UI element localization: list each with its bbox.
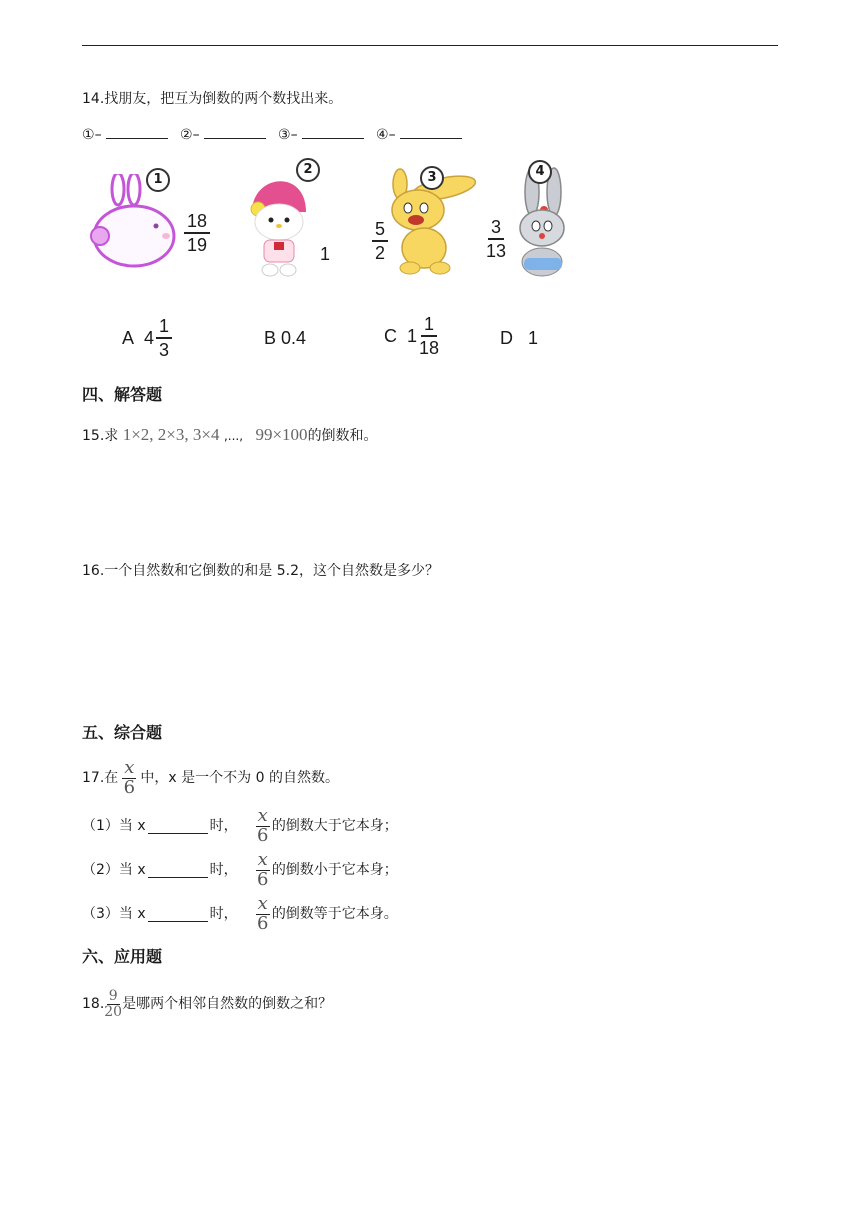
animal-3-num: 5 — [372, 218, 388, 242]
answer-blank-3[interactable] — [302, 124, 364, 139]
q17-part-2-mid: 时， — [209, 862, 238, 878]
q18 — [82, 984, 332, 1024]
animal-card-4 — [486, 160, 576, 284]
animal-4-value — [486, 216, 506, 262]
q16: 16.一个自然数和它倒数的和是 5.2，这个自然数是多少？ — [82, 563, 439, 579]
option-b-value: 0.4 — [281, 327, 307, 348]
q15-last-term: 99×100 — [255, 425, 308, 444]
section-heading-5: 五、综合题 — [82, 723, 163, 742]
q15 — [82, 424, 378, 447]
frac-den: 6 — [257, 868, 269, 890]
header-rule — [82, 45, 778, 46]
circled-3: ③ — [278, 127, 291, 143]
answer-blank-4[interactable] — [400, 124, 462, 139]
frac-den: 6 — [257, 824, 269, 846]
q17-blank-1[interactable] — [148, 819, 208, 834]
dash: – — [290, 127, 298, 143]
q17-part-1-fraction — [256, 804, 270, 846]
pair-2 — [180, 127, 274, 143]
animal-4-den: 13 — [486, 241, 507, 261]
q17-part-2-tail: 的倒数小于它本身； — [271, 862, 398, 878]
pair-4 — [376, 127, 470, 143]
q17-part-2 — [82, 850, 398, 890]
option-c-letter: C — [384, 325, 397, 346]
animal-card-1 — [88, 168, 218, 278]
dash: – — [192, 127, 200, 143]
q17-part-1 — [82, 806, 398, 846]
melody-icon — [244, 164, 314, 282]
frac-num: x — [257, 892, 268, 914]
rabbit-icon — [88, 174, 183, 274]
q17-suffix: 中，x 是一个不为 0 的自然数。 — [140, 770, 339, 786]
badge-4: 4 — [528, 160, 552, 184]
answer-blank-2[interactable] — [204, 124, 266, 139]
q17-part-1-tail: 的倒数大于它本身； — [271, 818, 398, 834]
option-b — [264, 314, 306, 362]
animal-card-3 — [372, 166, 487, 281]
q15-suffix: 的倒数和。 — [307, 428, 378, 444]
option-c — [384, 312, 439, 360]
option-a-whole: 4 — [144, 327, 155, 348]
section-heading-4: 四、解答题 — [82, 385, 163, 404]
q17-fraction — [122, 756, 136, 798]
option-a-num: 1 — [156, 315, 172, 339]
q17-frac-den: 6 — [123, 776, 136, 798]
q17-part-3 — [82, 894, 398, 934]
q17-part-3-fraction — [256, 892, 270, 934]
option-a-den: 3 — [159, 340, 170, 360]
q17-blank-2[interactable] — [148, 863, 208, 878]
q17-stem — [82, 758, 339, 798]
badge-3: 3 — [420, 166, 444, 190]
section-heading-6: 六、应用题 — [82, 947, 163, 966]
q17-part-3-tail: 的倒数等于它本身。 — [271, 906, 398, 922]
answer-blank-1[interactable] — [106, 124, 168, 139]
circled-2: ② — [180, 127, 193, 143]
frac-den: 6 — [257, 912, 269, 934]
q17-part-1-mid: 时， — [209, 818, 238, 834]
animal-card-2 — [244, 158, 344, 288]
option-d-letter: D — [500, 327, 513, 348]
q15-ellipsis: ,..., — [223, 429, 244, 443]
option-a-letter: A — [122, 327, 135, 348]
q17-blank-3[interactable] — [148, 907, 208, 922]
animal-2-value: 1 — [320, 244, 331, 264]
option-c-frac — [419, 313, 439, 359]
q17-part-1-label: （1）当 x — [82, 818, 146, 834]
q18-prefix: 18. — [82, 996, 105, 1012]
circled-4: ④ — [376, 127, 389, 143]
animal-4-num: 3 — [488, 216, 504, 240]
q17-part-2-fraction — [256, 848, 270, 890]
q18-fraction — [104, 989, 122, 1019]
animal-1-value — [184, 210, 210, 256]
q17-part-2-label: （2）当 x — [82, 862, 146, 878]
pair-1 — [82, 127, 176, 143]
option-d-value: 1 — [528, 327, 539, 348]
option-c-whole: 1 — [407, 325, 418, 346]
q14-answer-row — [82, 124, 470, 145]
option-a-frac — [156, 315, 172, 361]
q15-terms: 1×2, 2×3, 3×4 — [122, 425, 220, 444]
q18-frac-den: 20 — [104, 1003, 123, 1020]
q18-suffix: 是哪两个相邻自然数的倒数之和？ — [122, 996, 333, 1012]
option-c-num: 1 — [421, 313, 437, 337]
option-d — [500, 314, 538, 362]
badge-2: 2 — [296, 158, 320, 182]
animal-3-value — [372, 218, 388, 264]
q15-prefix: 15.求 — [82, 428, 119, 444]
q14-title: 14.找朋友，把互为倒数的两个数找出来。 — [82, 91, 343, 107]
q17-frac-num: x — [124, 756, 135, 778]
animal-3-den: 2 — [375, 243, 386, 263]
animal-1-den: 19 — [187, 235, 208, 255]
q17-prefix: 17.在 — [82, 770, 119, 786]
circled-1: ① — [82, 127, 95, 143]
dash: – — [388, 127, 396, 143]
q17-part-3-mid: 时， — [209, 906, 238, 922]
frac-num: x — [257, 804, 268, 826]
pair-3 — [278, 127, 372, 143]
animal-1-num: 18 — [184, 210, 210, 234]
option-b-letter: B — [264, 327, 277, 348]
q18-frac-num: 9 — [108, 987, 118, 1004]
frac-num: x — [257, 848, 268, 870]
dash: – — [94, 127, 102, 143]
q17-part-3-label: （3）当 x — [82, 906, 146, 922]
badge-1: 1 — [146, 168, 170, 192]
option-c-den: 18 — [419, 338, 440, 358]
option-a — [122, 314, 172, 362]
